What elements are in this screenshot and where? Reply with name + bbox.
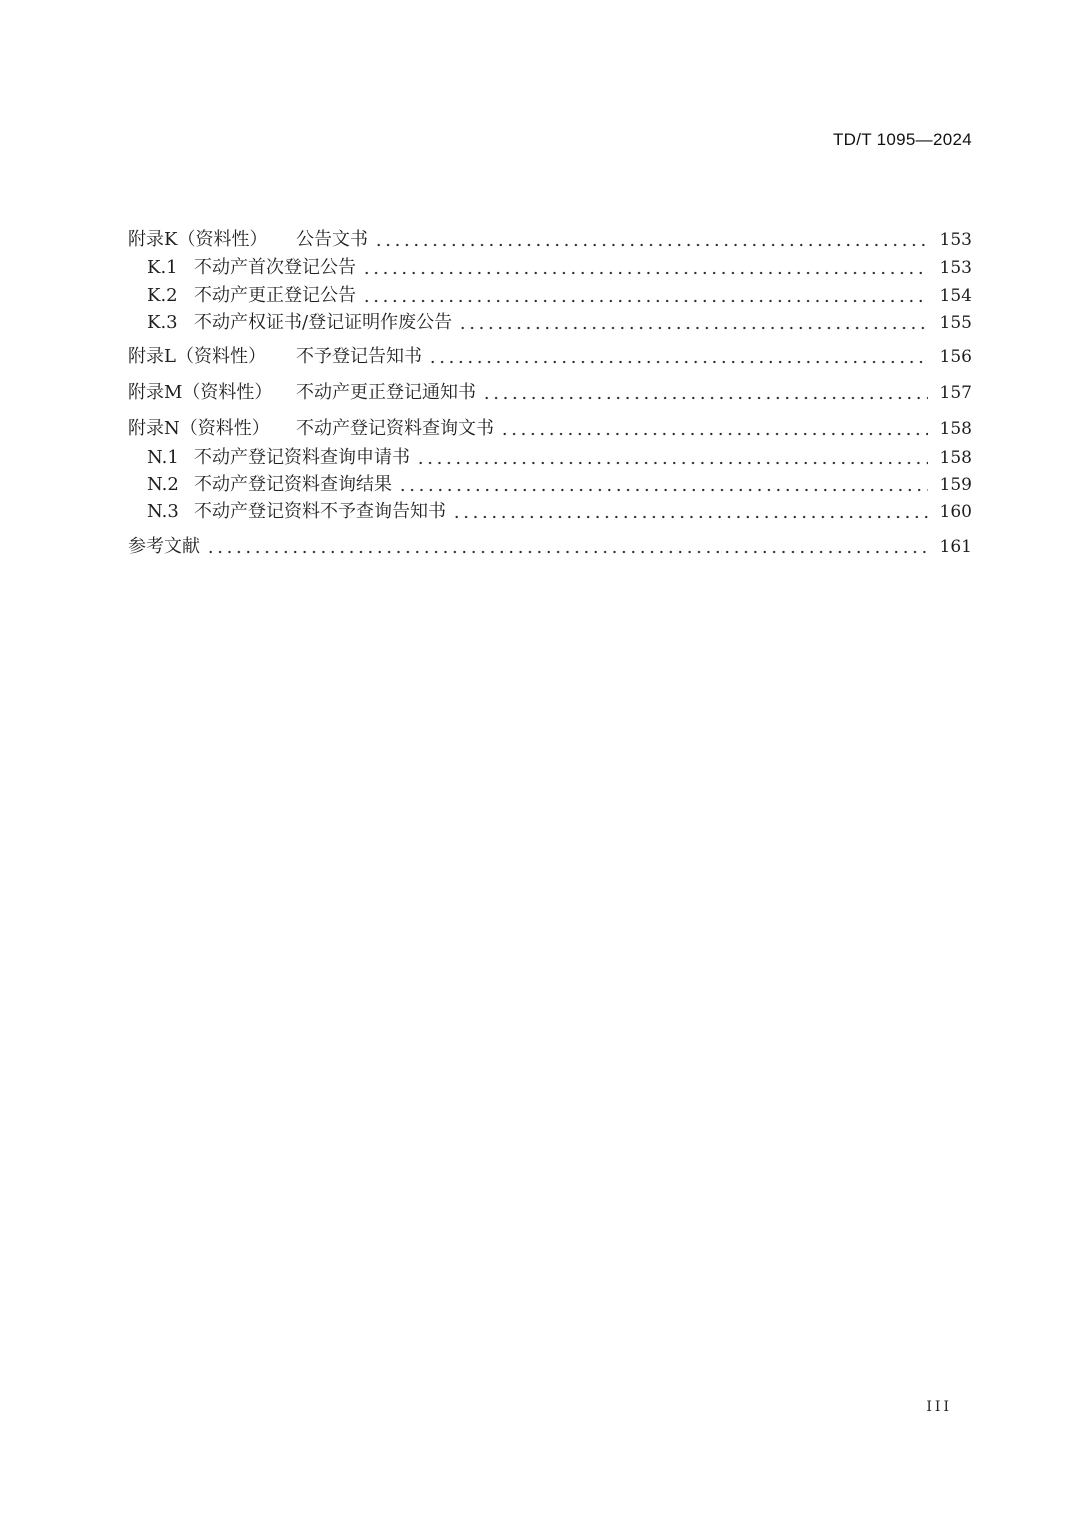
- toc-subentry-title: 不动产登记资料查询申请书: [194, 447, 410, 468]
- page-number-footer: III: [926, 1399, 952, 1415]
- dot-leader: [500, 418, 928, 440]
- toc-entry-label: 附录L（资料性）: [128, 346, 266, 367]
- toc-subentry-page: 159: [939, 475, 972, 495]
- toc-subentry-label: N.2: [147, 474, 179, 495]
- dot-leader: [482, 382, 928, 404]
- toc-entry-page: 157: [939, 383, 972, 403]
- toc-entry-page: 153: [939, 230, 972, 250]
- toc-subentry-page: 158: [939, 448, 972, 468]
- toc-entry-page: 161: [939, 537, 972, 557]
- toc-subentry-title: 不动产登记资料不予查询告知书: [194, 501, 446, 522]
- dot-leader: [452, 501, 928, 523]
- toc-entry-page: 158: [939, 419, 972, 439]
- toc-subentry-page: 155: [939, 313, 972, 333]
- toc-subentry-title: 不动产更正登记公告: [194, 285, 356, 306]
- toc-subentry-label: K.3: [147, 312, 178, 333]
- toc-subentry-page: 160: [939, 502, 972, 522]
- toc-subentry-title: 不动产首次登记公告: [194, 257, 356, 278]
- toc-entry-label: 附录K（资料性）: [128, 229, 268, 250]
- toc-entry-label: 附录M（资料性）: [128, 382, 273, 403]
- dot-leader: [416, 447, 928, 469]
- standard-number-header: TD/T 1095—2024: [832, 130, 972, 149]
- toc-entry-title: 不动产登记资料查询文书: [296, 418, 494, 439]
- toc-subentry-page: 154: [939, 286, 972, 306]
- dot-leader: [206, 536, 928, 558]
- toc-entry-title: 不予登记告知书: [296, 346, 422, 367]
- toc-entry-title: 参考文献: [128, 536, 200, 557]
- toc-subentry-title: 不动产登记资料查询结果: [194, 474, 392, 495]
- toc-subentry-title: 不动产权证书/登记证明作废公告: [194, 312, 453, 333]
- toc-entry-title: 公告文书: [296, 229, 368, 250]
- toc-subentry-label: K.2: [147, 285, 178, 306]
- toc-subentry-k1: [147, 257, 972, 279]
- toc-subentry-k2: [147, 285, 972, 307]
- toc-entry-annex-k: [128, 229, 972, 251]
- toc-subentry-label: K.1: [147, 257, 178, 278]
- toc-entry-annex-m: [128, 382, 972, 404]
- dot-leader: [362, 257, 928, 279]
- toc-subentry-page: 153: [939, 258, 972, 278]
- toc-subentry-label: N.1: [147, 447, 179, 468]
- dot-leader: [428, 346, 928, 368]
- toc-subentry-n3: [147, 501, 972, 523]
- toc-entry-label: 附录N（资料性）: [128, 418, 270, 439]
- dot-leader: [398, 474, 928, 496]
- toc-entry-page: 156: [939, 347, 972, 367]
- toc-entry-annex-n: [128, 418, 972, 440]
- toc-entry-title: 不动产更正登记通知书: [296, 382, 476, 403]
- toc-entry-references: [128, 536, 972, 558]
- toc-subentry-label: N.3: [147, 501, 179, 522]
- toc-subentry-k3: [147, 312, 972, 334]
- dot-leader: [374, 229, 928, 251]
- toc-subentry-n2: [147, 474, 972, 496]
- toc-subentry-n1: [147, 447, 972, 469]
- dot-leader: [458, 312, 927, 334]
- toc-entry-annex-l: [128, 346, 972, 368]
- dot-leader: [362, 285, 928, 307]
